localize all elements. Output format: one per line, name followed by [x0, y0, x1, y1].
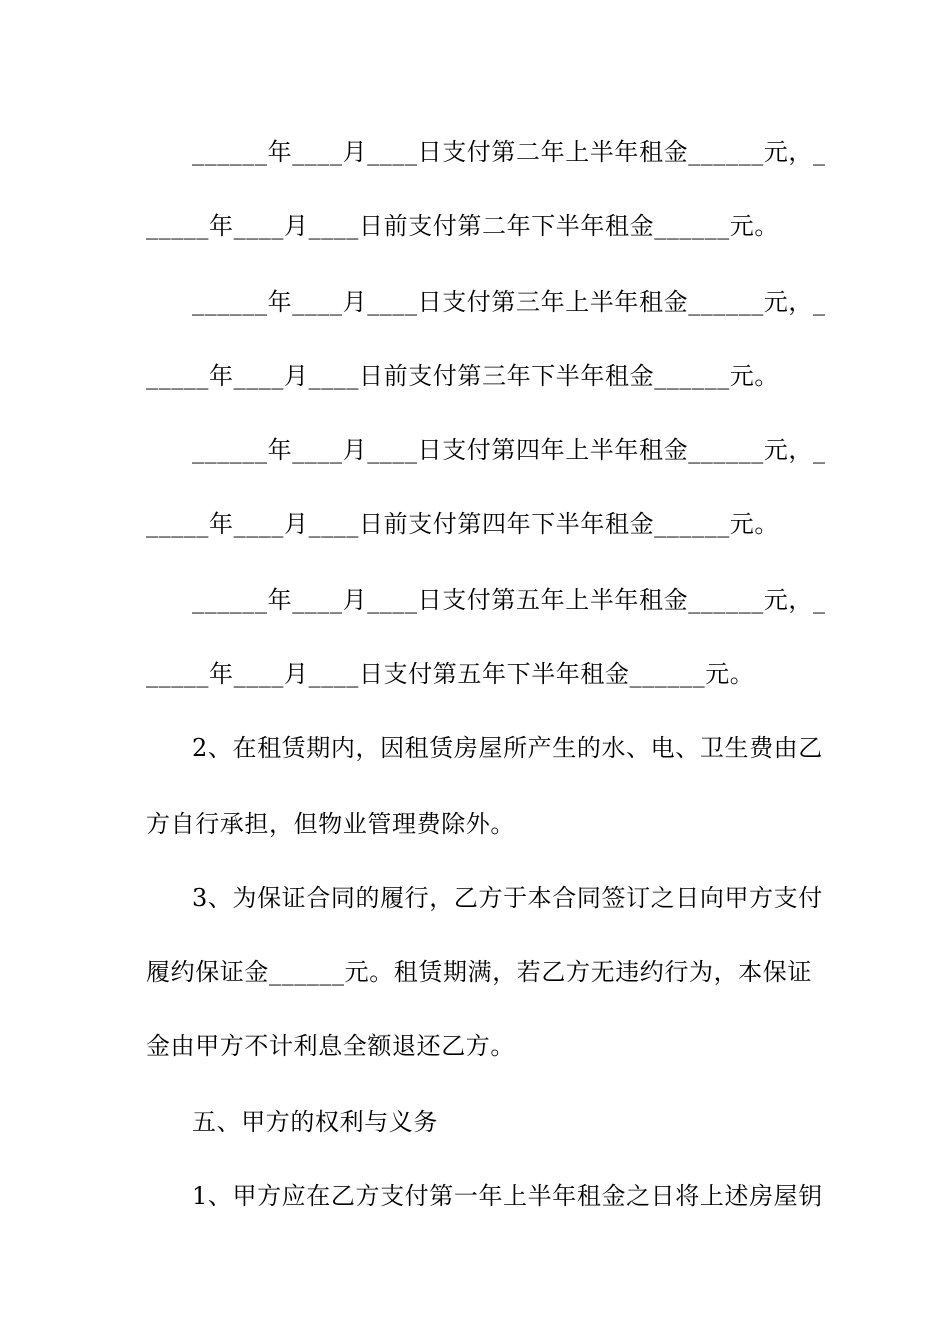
text-line-2: _____年____月____日前支付第二年下半年租金______元。: [146, 212, 779, 240]
text-line-6: _____年____月____日前支付第四年下半年租金______元。: [146, 510, 779, 538]
section-heading: 五、甲方的权利与义务: [192, 1108, 438, 1136]
paragraph-5-1-line-1: 1、甲方应在乙方支付第一年上半年租金之日将上述房屋钥: [192, 1182, 823, 1210]
paragraph-3-line-2: 履约保证金______元。租赁期满，若乙方无违约行为，本保证: [146, 958, 812, 986]
text-line-3: ______年____月____日支付第三年上半年租金______元，_: [192, 288, 826, 316]
paragraph-2-line-1: 2、在租赁期内，因租赁房屋所产生的水、电、卫生费由乙: [192, 734, 823, 762]
text-line-5: ______年____月____日支付第四年上半年租金______元，_: [192, 436, 826, 464]
paragraph-3-line-1: 3、为保证合同的履行，乙方于本合同签订之日向甲方支付: [192, 884, 823, 912]
text-line-1: ______年____月____日支付第二年上半年租金______元，_: [192, 138, 826, 166]
paragraph-3-line-3: 金由甲方不计利息全额退还乙方。: [146, 1032, 515, 1060]
text-line-7: ______年____月____日支付第五年上半年租金______元，_: [192, 586, 826, 614]
paragraph-2-line-2: 方自行承担，但物业管理费除外。: [146, 810, 515, 838]
text-line-8: _____年____月____日支付第五年下半年租金______元。: [146, 660, 755, 688]
text-line-4: _____年____月____日前支付第三年下半年租金______元。: [146, 362, 779, 390]
